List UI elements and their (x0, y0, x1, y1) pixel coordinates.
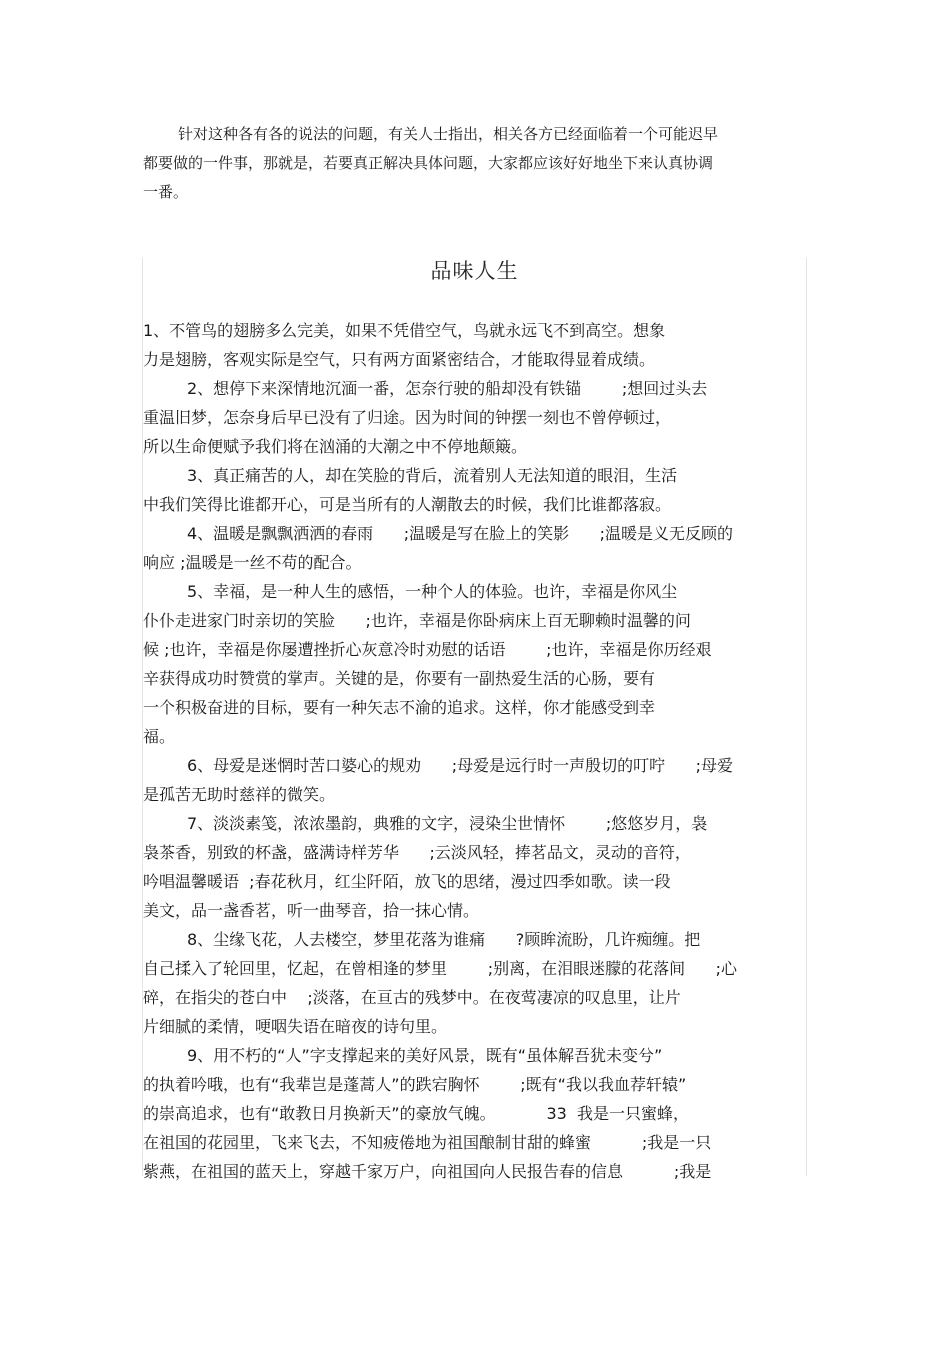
body-line: 福。 (143, 727, 176, 746)
body-line: 在祖国的花园里，飞来飞去，不知疲倦地为祖国酿制甘甜的蜂蜜 ;我是一只 (143, 1133, 712, 1152)
body-line: 中我们笑得比谁都开心，可是当所有的人潮散去的时候，我们比谁都落寂。 (143, 495, 672, 514)
intro-line: 一番。 (143, 183, 189, 201)
body-line: 辛获得成功时赞赏的掌声。关键的是，你要有一副热爱生活的心肠，要有 (143, 669, 656, 688)
intro-paragraph (143, 120, 783, 207)
body-line: 紫燕，在祖国的蓝天上，穿越千家万户，向祖国向人民报告春的信息 ;我是 (143, 1162, 712, 1181)
intro-line: 针对这种各有各的说法的问题，有关人士指出，相关各方已经面临着一个可能迟早 (178, 125, 719, 143)
body-line: 美文，品一盏香茗，听一曲琴音，拾一抹心情。 (143, 901, 480, 920)
body-line: 3、真正痛苦的人，却在笑脸的背后，流着别人无法知道的眼泪，生活 (187, 466, 678, 485)
body-line: 的崇高追求，也有“敢教日月换新天”的豪放气魄。 33 我是一只蜜蜂， (143, 1104, 689, 1123)
body-line: 仆仆走进家门时亲切的笑脸 ;也许，幸福是你卧病床上百无聊赖时温馨的问 (143, 611, 691, 630)
body-line: 自己揉入了轮回里，忆起，在曾相逢的梦里 ;别离，在泪眼迷朦的花落间 ;心 (143, 959, 737, 978)
body-line: 重温旧梦，怎奈身后早已没有了归途。因为时间的钟摆一刻也不曾停顿过， (143, 408, 672, 427)
article-body (143, 316, 803, 1186)
body-line: 响应 ;温暖是一丝不苟的配合。 (143, 553, 362, 572)
body-line: 4、温暖是飘飘洒洒的春雨 ;温暖是写在脸上的笑影 ;温暖是义无反顾的 (187, 524, 733, 543)
body-line: 片细腻的柔情，哽咽失语在暗夜的诗句里。 (143, 1017, 448, 1036)
body-line: 5、幸福，是一种人生的感悟，一种个人的体验。也许，幸福是你风尘 (187, 582, 678, 601)
body-line: 所以生命便赋予我们将在汹涌的大潮之中不停地颠簸。 (143, 437, 528, 456)
body-line: 6、母爱是迷惘时苦口婆心的规劝 ;母爱是远行时一声殷切的叮咛 ;母爱 (187, 756, 733, 775)
body-line: 是孤苦无助时慈祥的微笑。 (143, 785, 336, 804)
body-line: 候 ;也许，幸福是你屡遭挫折心灰意冷时劝慰的话语 ;也许，幸福是你历经艰 (143, 640, 712, 659)
article-title: 品味人生 (430, 259, 519, 283)
body-line: 袅茶香，别致的杯盏，盛满诗样芳华 ;云淡风轻，捧茗品文，灵动的音符， (143, 843, 691, 862)
body-line: 碎，在指尖的苍白中 ;淡落，在亘古的残梦中。在夜莺凄凉的叹息里，让片 (143, 988, 681, 1007)
body-line: 的执着吟哦，也有“我辈岂是蓬蒿人”的跌宕胸怀 ;既有“我以我血荐轩辕” (143, 1075, 687, 1094)
body-line: 7、淡淡素笺，浓浓墨韵，典雅的文字，浸染尘世情怀 ;悠悠岁月，袅 (187, 814, 708, 833)
intro-line: 都要做的一件事，那就是，若要真正解决具体问题，大家都应该好好地坐下来认真协调 (143, 154, 714, 172)
body-line: 力是翅膀，客观实际是空气，只有两方面紧密结合，才能取得显着成绩。 (143, 350, 656, 369)
frame-right-border (806, 258, 807, 1176)
body-line: 2、想停下来深情地沉湎一番，怎奈行驶的船却没有铁锚 ;想回过头去 (187, 379, 708, 398)
body-line: 1、不管鸟的翅膀多么完美，如果不凭借空气，鸟就永远飞不到高空。想象 (143, 321, 666, 340)
body-line: 9、用不朽的“人”字支撑起来的美好风景，既有“虽体解吾犹未变兮” (187, 1046, 663, 1065)
body-line: 一个积极奋进的目标，要有一种矢志不渝的追求。这样，你才能感受到幸 (143, 698, 656, 717)
body-line: 吟唱温馨暖语 ;春花秋月，红尘阡陌，放飞的思绪，漫过四季如歌。读一段 (143, 872, 671, 891)
body-line: 8、尘缘飞花，人去楼空，梦里花落为谁痛 ?顾眸流盼，几许痴缠。把 (187, 930, 701, 949)
